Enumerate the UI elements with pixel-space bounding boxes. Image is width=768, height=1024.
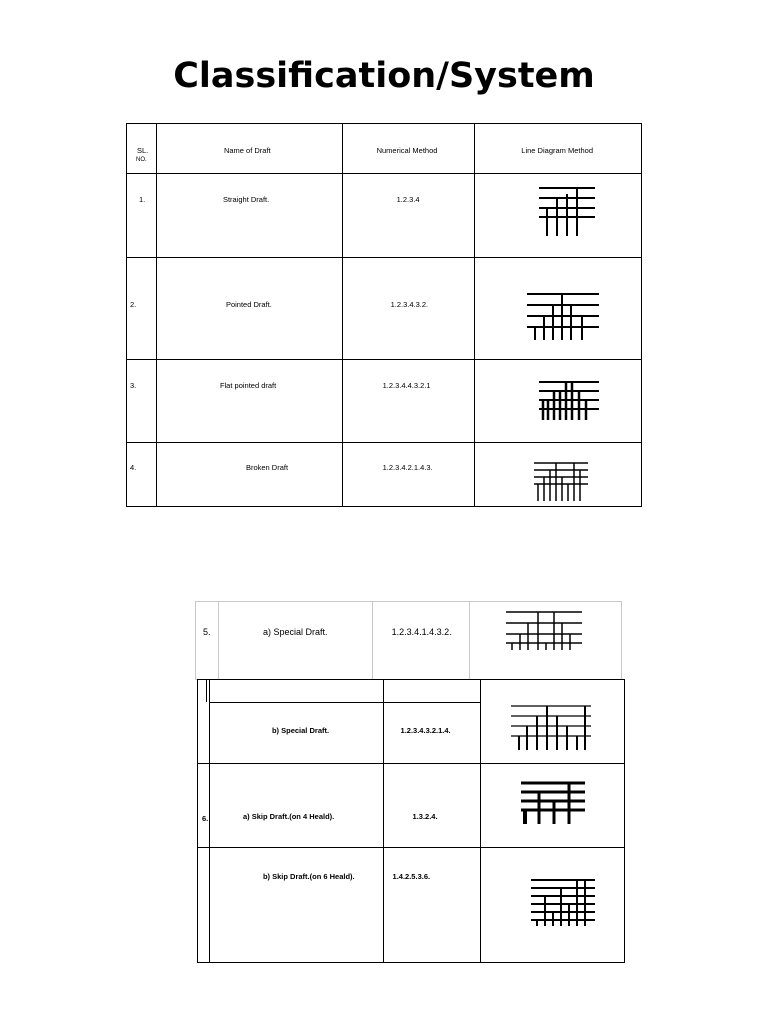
straight-draft-diagram	[537, 186, 607, 238]
special-draft-table	[195, 601, 622, 680]
table-row: 3. Flat pointed draft 1.2.3.4.4.3.2.1	[127, 360, 642, 443]
table-row: 2. Pointed Draft. 1.2.3.4.3.2.	[127, 258, 642, 360]
table-header-row	[127, 124, 642, 174]
table-row: 4. Broken Draft 1.2.3.4.2.1.4.3.	[127, 443, 642, 507]
special-draft-b-diagram	[511, 704, 593, 752]
table-row: b) Special Draft. 1.2.3.4.3.2.1.4.	[198, 680, 625, 764]
page-title: Classification/System	[173, 56, 595, 96]
table-row: 5. a) Special Draft. 1.2.3.4.1.4.3.2.	[196, 602, 622, 680]
skip-draft-table	[197, 679, 625, 963]
table-row: 1. Straight Draft. 1.2.3.4	[127, 174, 642, 258]
table-row: b) Skip Draft.(on 6 Heald). 1.4.2.5.3.6.	[198, 848, 625, 963]
draft-classification-table	[126, 123, 642, 507]
special-draft-a-diagram	[506, 610, 586, 652]
header-numerical: Numerical Method	[342, 124, 475, 174]
header-diagram: Line Diagram Method	[475, 124, 642, 174]
header-name: Name of Draft	[156, 124, 342, 174]
skip-draft-6-heald-diagram	[531, 878, 597, 928]
skip-draft-4-heald-diagram	[521, 780, 591, 826]
header-sl: SL. NO.	[127, 124, 157, 174]
pointed-draft-diagram	[527, 292, 607, 344]
flat-pointed-draft-diagram	[539, 380, 603, 422]
table-row: 6. a) Skip Draft.(on 4 Heald). 1.3.2.4.	[198, 764, 625, 848]
broken-draft-diagram	[534, 461, 594, 503]
